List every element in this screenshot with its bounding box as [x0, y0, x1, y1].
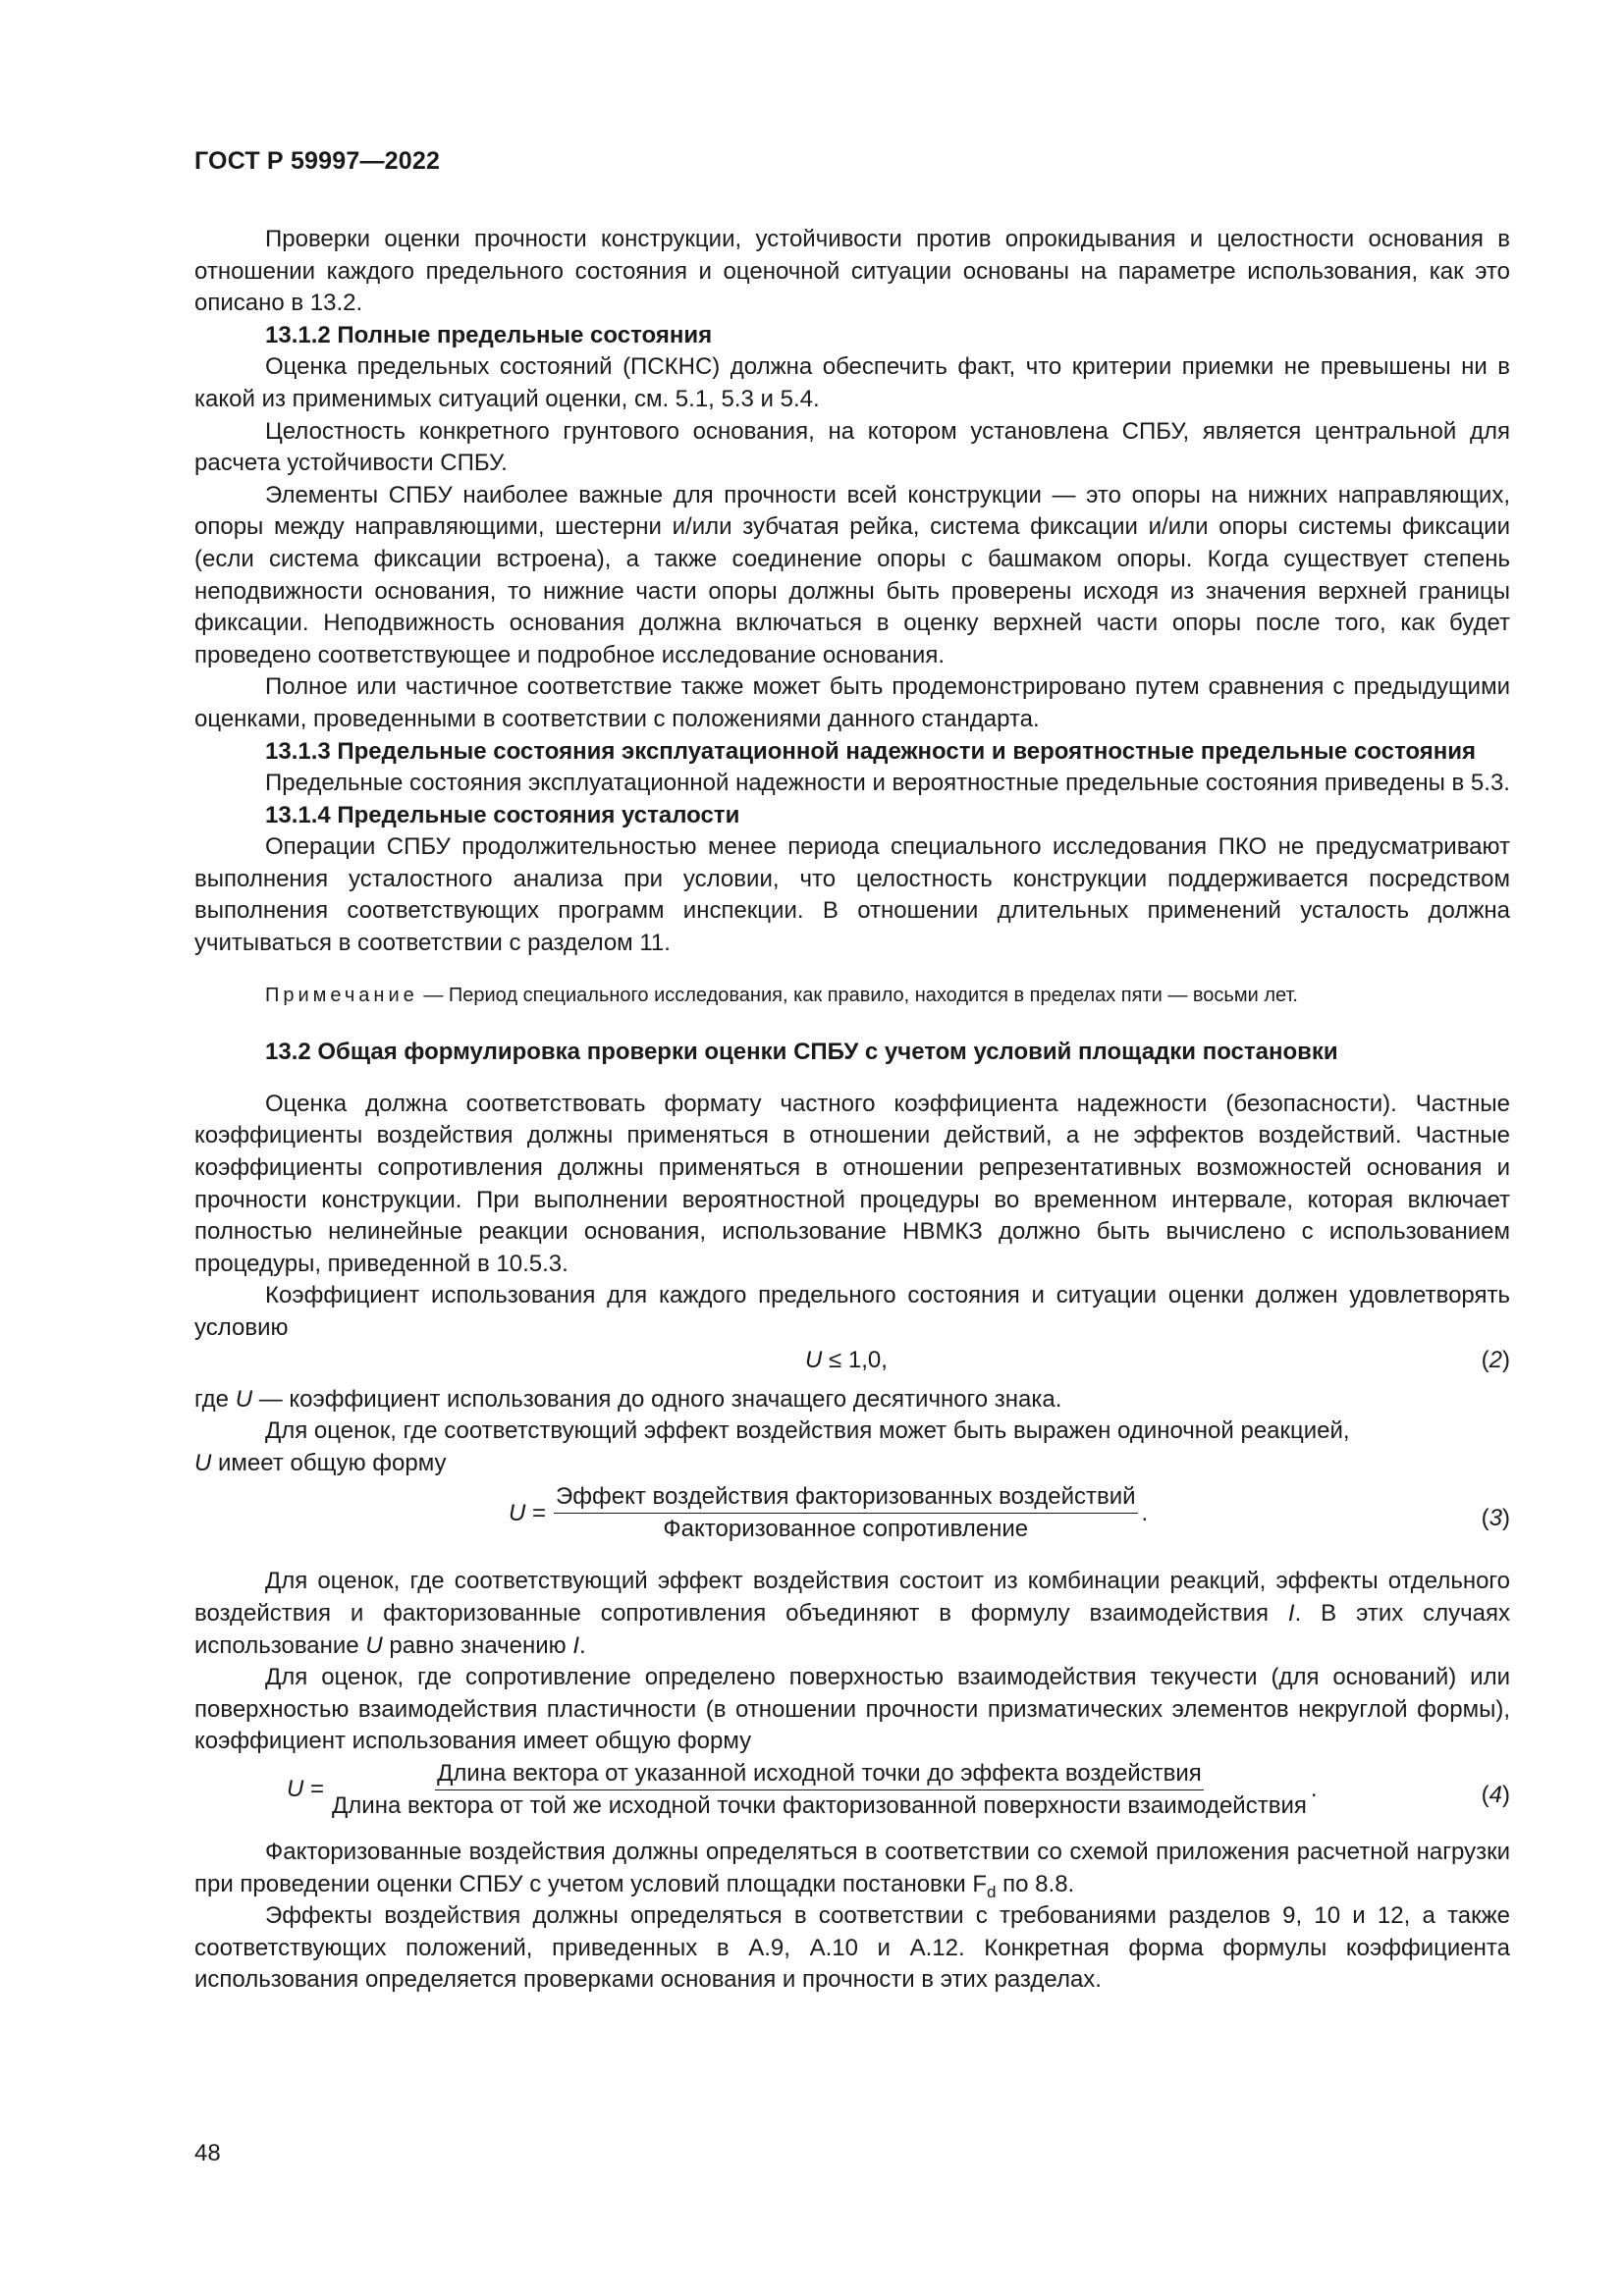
- section-13-1-4-title: 13.1.4 Предельные состояния усталости: [265, 801, 740, 828]
- section-13-2-title: 13.2 Общая формулировка проверки оценки СПБУ с учетом условий площадки постановки: [265, 1039, 1338, 1066]
- section-13-1-2-paragraph-4: Полное или частичное соответствие также может быть продемонстрировано путем сравнения с предыдущими оценками, проведенными в соответствии с положениями данного стандарта.: [194, 673, 1510, 732]
- equation-4-fraction: [332, 1760, 1307, 1820]
- section-13-1-2-paragraph-2: Целостность конкретного грунтового основания, на котором установлена СПБУ, является центральной для расчета устойчивости СПБУ.: [194, 417, 1510, 477]
- section-13-1-3-title: 13.1.3 Предельные состояния эксплуатационной надежности и вероятностные предельные состояния: [265, 737, 1477, 765]
- equation-2-number: (2): [1481, 1346, 1510, 1373]
- equation-2-variable: U: [805, 1346, 823, 1373]
- equation-3-fraction: [554, 1483, 1138, 1543]
- note-text: — Период специального исследования, как правило, находится в пределах пяти — восьми лет.: [417, 984, 1298, 1006]
- section-13-2-paragraph-2: Коэффициент использования для каждого предельного состояния и ситуации оценки должен удовлетворять условию: [194, 1282, 1510, 1341]
- section-13-2-paragraph-3: где U — коэффициент использования до одного значащего десятичного знака.: [194, 1385, 1062, 1413]
- section-13-1-2-title: 13.1.2 Полные предельные состояния: [265, 321, 713, 348]
- section-13-2-paragraph-1: Оценка должна соответствовать формату частного коэффициента надежности (безопасности). Частные коэффициенты воздействия должны применяться в отношении действий, а не эффектов воздействий. Частные коэффициенты сопротивления должны применяться в отношении репрезентативных возможностей основания и прочности конструкции. При выполнении вероятностной процедуры во временном интервале, которая включает полностью нелинейные реакции основания, использование НВМКЗ должно быть вычислено с использованием процедуры, приведенной в 10.5.3.: [194, 1090, 1510, 1277]
- section-13-2-paragraph-7: Факторизованные воздействия должны определяться в соответствии со схемой приложения расчетной нагрузки при проведении оценки СПБУ с учетом условий площадки постановки $F_d$ по 8.8.: [194, 1838, 1510, 1901]
- equation-3-numerator: Эффект воздействия факторизованных воздействий: [554, 1483, 1138, 1514]
- equation-4-denominator: Длина вектора от той же исходной точки факторизованной поверхности взаимодействия: [332, 1791, 1307, 1819]
- equation-2-rhs: ≤ 1,0,: [822, 1346, 888, 1373]
- document-body: [194, 224, 1510, 1997]
- equation-4-numerator: Длина вектора от указанной исходной точки до эффекта воздействия: [435, 1760, 1204, 1790]
- section-13-2-paragraph-5: Для оценок, где соответствующий эффект воздействия состоит из комбинации реакций, эффекты отдельного воздействия и факторизованные сопротивления объединяют в формулу взаимодействия I. В этих случаях использование U равно значению I.: [194, 1568, 1510, 1659]
- document-code: ГОСТ Р 59997—2022: [194, 147, 441, 175]
- section-13-2-paragraph-4: Для оценок, где соответствующий эффект воздействия может быть выражен одиночной реакцией,: [265, 1417, 1350, 1445]
- section-13-1-3-paragraph-1: Предельные состояния эксплуатационной надежности и вероятностные предельные состояния приведены в 5.3.: [265, 770, 1510, 797]
- equation-4-number: (4): [1481, 1781, 1510, 1808]
- equation-3: U = $\frac{\text{Эффект воздействия факторизованных воздействий}}{\text{Факторизованное сопротивление}}$ . (3): [509, 1483, 1510, 1543]
- equation-3-denominator: Факторизованное сопротивление: [663, 1516, 1029, 1543]
- equation-2: [194, 1345, 1510, 1384]
- equation-3-lhs: U =: [509, 1499, 547, 1526]
- note: [194, 980, 1510, 1012]
- section-13-1-2-paragraph-3: Элементы СПБУ наиболее важные для прочности всей конструкции — это опоры на нижних направляющих, опоры между направляющими, шестерни и/или зубчатая рейка, система фиксации и/или опоры системы фиксации (если система фиксации встроена), а также соединение опоры с башмаком опоры. Когда существует степень неподвижности основания, то нижние части опоры должны быть проверены исходя из значения верхней границы фиксации. Неподвижность основания должна включаться в оценку верхней части опоры после того, как будет проведено соответствующее и подробное исследование основания.: [194, 481, 1510, 668]
- page-number: 48: [194, 2140, 221, 2166]
- intro-paragraph: Проверки оценки прочности конструкции, устойчивости против опрокидывания и целостности основания в отношении каждого предельного состояния и оценочной ситуации основаны на параметре использования, как это описано в 13.2.: [194, 226, 1510, 317]
- equation-4: U = Длина вектора от указанной исходной точки до эффекта воздействия Длина вектора от той же исходной точки факторизованной поверхности взаимодействия . (4): [287, 1759, 1510, 1819]
- section-13-2-paragraph-4-continued: U имеет общую форму: [194, 1449, 447, 1476]
- equation-3-number: (3): [1481, 1505, 1510, 1532]
- section-13-2-paragraph-6: Для оценок, где сопротивление определено поверхностью взаимодействия текучести (для оснований) или поверхностью взаимодействия пластичности (в отношении прочности призматических элементов некруглой формы), коэффициент использования имеет общую форму: [194, 1664, 1510, 1755]
- section-13-1-4-paragraph-1: Операции СПБУ продолжительностью менее периода специального исследования ПКО не предусматривают выполнения усталостного анализа при условии, что целостность конструкции поддерживается посредством выполнения соответствующих программ инспекции. В отношении длительных применений усталость должна учитываться в соответствии с разделом 11.: [194, 833, 1510, 957]
- section-13-1-2-paragraph-1: Оценка предельных состояний (ПСКНС) должна обеспечить факт, что критерии приемки не превышены ни в какой из применимых ситуаций оценки, см. 5.1, 5.3 и 5.4.: [194, 353, 1510, 412]
- equation-4-lhs: U =: [287, 1776, 325, 1803]
- section-13-2-paragraph-8: Эффекты воздействия должны определяться в соответствии с требованиями разделов 9, 10 и 12, а также соответствующих положений, приведенных в А.9, А.10 и А.12. Конкретная форма формулы коэффициента использования определяется проверками основания и прочности в этих разделах.: [194, 1902, 1510, 1994]
- note-label: Примечание: [265, 984, 418, 1006]
